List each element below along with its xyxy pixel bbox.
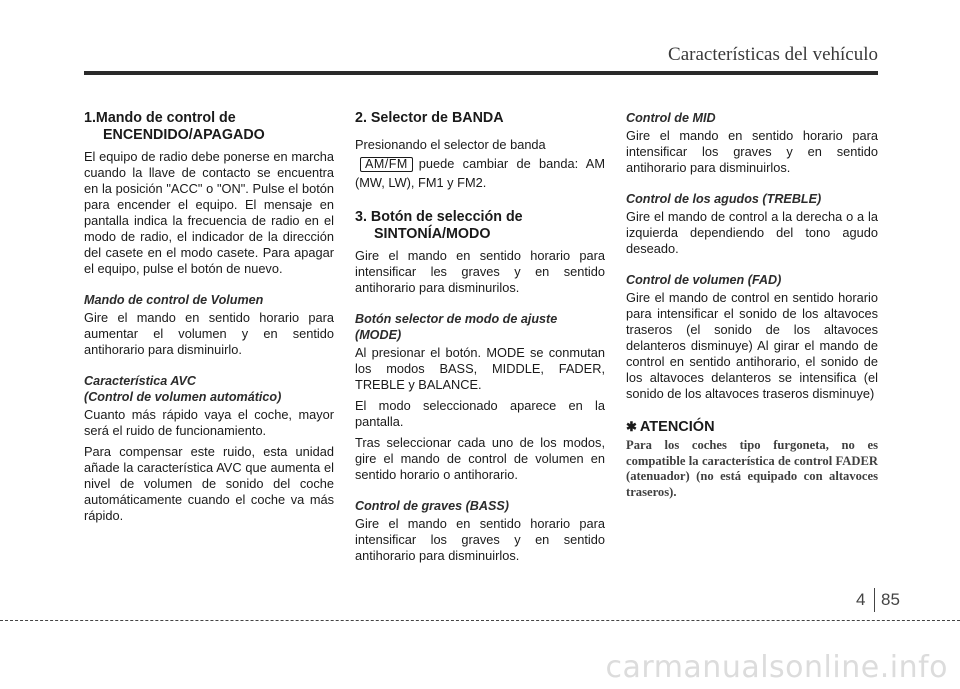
tuning-paragraph: Gire el mando en sentido horario para intensificar les graves y en sentido antihorario para disminurilos. bbox=[355, 248, 605, 295]
mode-paragraph-1: Al presionar el botón. MODE se conmutan los modos BASS, MIDDLE, FADER, TREBLE y BALANCE. bbox=[355, 345, 605, 392]
column-1 bbox=[84, 110, 334, 529]
power-paragraph: El equipo de radio debe ponerse en marcha cuando la llave de contacto se encuentra en la posición "ACC" o "ON". Pulse el botón para encender el equipo. El mensaje en pantalla indica la frecuencia de radio en el modo de radio, el indicador de la dirección del casete en el modo casete. Para apagar el equipo, pulse el botón de nuevo. bbox=[84, 149, 334, 276]
band-paragraph bbox=[355, 135, 605, 192]
section-heading-band: 2. Selector de BANDA bbox=[355, 110, 504, 126]
am-fm-button-symbol: AM/FM bbox=[360, 157, 413, 172]
treble-paragraph: Gire el mando de control a la derecha o a la izquierda dependiendo del tono agudo deseado. bbox=[626, 209, 878, 256]
attention-heading bbox=[626, 419, 878, 435]
header-rule bbox=[84, 71, 878, 75]
subheading-bass: Control de graves (BASS) bbox=[355, 499, 509, 513]
band-text-before: Presionando el selector de banda bbox=[355, 137, 546, 152]
section-heading-power: 1.Mando de control de ENCENDIDO/APAGADO bbox=[84, 110, 265, 143]
avc-paragraph-2: Para compensar este ruido, esta unidad añade la característica AVC que aumenta el nivel de volumen de sonido del coche automáticamente cuando el coche va más rápido. bbox=[84, 444, 334, 523]
bass-paragraph: Gire el mando en sentido horario para intensificar los graves y en sentido antihorario para disminuirlos. bbox=[355, 516, 605, 563]
subheading-treble: Control de los agudos (TREBLE) bbox=[626, 192, 822, 206]
subheading-avc-line2: (Control de volumen automático) bbox=[84, 390, 282, 404]
watermark: carmanualsonline.info bbox=[605, 650, 948, 685]
column-3 bbox=[626, 110, 878, 500]
subheading-avc bbox=[84, 373, 334, 405]
chapter-number: 4 bbox=[856, 590, 866, 609]
subheading-mode: Botón selector de modo de ajuste (MODE) bbox=[355, 312, 558, 342]
column-2 bbox=[355, 110, 605, 569]
subheading-volume: Mando de control de Volumen bbox=[84, 293, 264, 307]
subheading-mid: Control de MID bbox=[626, 111, 716, 125]
mid-paragraph: Gire el mando en sentido horario para intensificar los graves y en sentido antihorario para disminuirlos. bbox=[626, 128, 878, 175]
mode-paragraph-3: Tras seleccionar cada uno de los modos, gire el mando de control de volumen en sentido horario o antihorario. bbox=[355, 435, 605, 482]
subheading-avc-line1: Característica AVC bbox=[84, 374, 196, 388]
subheading-fad: Control de volumen (FAD) bbox=[626, 273, 782, 287]
attention-text: Para los coches tipo furgoneta, no es compatible la característica de control FADER (atenuador) (no está equipado con altavoces traseros). bbox=[626, 438, 878, 499]
band-text-after: puede cambiar de banda: AM (MW, LW), FM1 y FM2. bbox=[355, 156, 605, 190]
page-header-title: Características del vehículo bbox=[668, 44, 878, 65]
section-heading-tuning: 3. Botón de selección de SINTONÍA/MODO bbox=[355, 209, 523, 242]
page-number-divider bbox=[874, 588, 875, 612]
attention-asterisk-icon: ✱ bbox=[626, 419, 637, 434]
attention-title: ATENCIÓN bbox=[639, 419, 715, 435]
volume-paragraph: Gire el mando en sentido horario para aumentar el volumen y en sentido antihorario para disminuirlo. bbox=[84, 310, 334, 357]
mode-paragraph-2: El modo seleccionado aparece en la pantalla. bbox=[355, 398, 605, 429]
avc-paragraph-1: Cuanto más rápido vaya el coche, mayor será el ruido de funcionamiento. bbox=[84, 407, 334, 438]
fad-paragraph: Gire el mando de control en sentido horario para intensificar el sonido de los altavoces traseros (el sonido de los altavoces delanteros disminuye) Al girar el mando de control en sentido antihorario, el sonido de los altavoces delanteros se intensifica (el sonido de los altavoces traseros disminuye) bbox=[626, 290, 878, 401]
page-number: 85 bbox=[881, 590, 900, 609]
footer-rule bbox=[0, 620, 960, 621]
